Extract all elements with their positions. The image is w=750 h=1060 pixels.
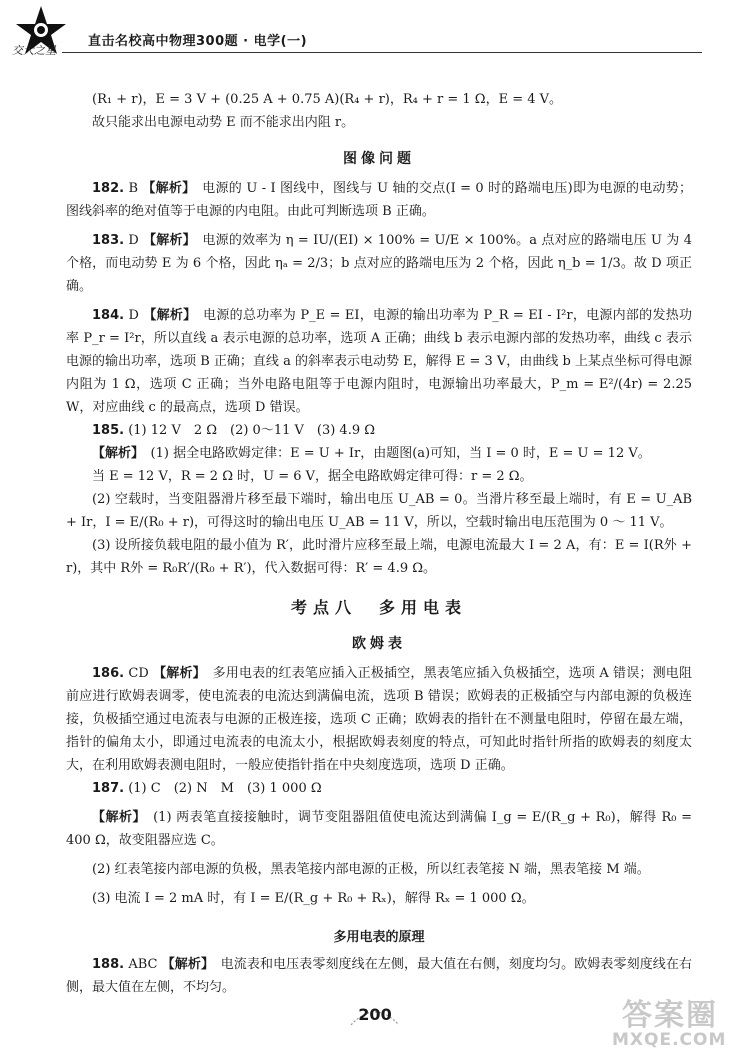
question-answer — [66, 229, 692, 298]
page-number-badge — [345, 995, 405, 1035]
body-paragraph: (3) 电流 I = 2 mA 时，有 I = E/(R_g + R₀ + Rₓ)，解得 Rₓ = 1 000 Ω。 — [92, 891, 535, 906]
section-heading: 欧姆表 — [352, 636, 406, 652]
answer-key: B — [128, 181, 139, 196]
analysis-text: 电流表和电压表零刻度线在左侧，最大值在右侧，刻度均匀。欧姆表零刻度线在右侧，最大值在左侧，不均匀。 — [66, 957, 692, 995]
analysis-tag: 【解析】 — [153, 666, 200, 681]
analysis-tag: 【解析】 — [92, 446, 138, 461]
page-body — [66, 88, 692, 999]
header-rule — [62, 52, 702, 53]
answer-key: CD — [128, 666, 149, 681]
analysis-tag: 【解析】 — [143, 308, 190, 323]
page-header — [0, 0, 750, 58]
logo-text: 交大之星 — [12, 44, 56, 57]
body-paragraph: (R₁ + r)，E = 3 V + (0.25 A + 0.75 A)(R₄ + r)，R₄ + r = 1 Ω，E = 4 V。 — [92, 92, 563, 107]
body-paragraph: 故只能求出电源电动势 E 而不能求出内阻 r。 — [92, 115, 355, 130]
question-answer — [66, 419, 692, 442]
analysis-text: 电源的总功率为 P_E = EI，电源的输出功率为 P_R = EI - I²r，电源内部的发热功率 P_r = I²r，所以直线 a 表示电源的总功率，选项 A 正确；曲线 b 表示电源内部的发热功率，曲线 c 表示电源的输出功率，选项 B 正确；直线 a 的斜率表示电动势 E，解得 E = 3 V，由曲线 b 上某点坐标可得电源内阻为 1 Ω，选项 C 正确；当外电路电阻等于电源内阻时，电源输出功率最大，P_m = E²/(4r) = 2.25 W，对应曲线 c 的最高点，选项 D 错误。 — [66, 308, 692, 415]
analysis-tag: 【解析】 — [142, 181, 189, 196]
analysis-tag: 【解析】 — [92, 810, 140, 825]
question-number: 182. — [92, 181, 125, 196]
question-answer — [66, 662, 692, 777]
question-number: 187. — [92, 781, 125, 796]
question-number: 185. — [92, 423, 125, 438]
analysis-tag: 【解析】 — [143, 233, 190, 248]
analysis-text: (1) 据全电路欧姆定律：E = U + Ir，由题图(a)可知，当 I = 0 时，E = U = 12 V。 — [150, 446, 651, 461]
analysis-paragraph — [66, 442, 692, 465]
analysis-tag: 【解析】 — [161, 957, 208, 972]
body-paragraph: 当 E = 12 V，R = 2 Ω 时，U = 6 V，据全电路欧姆定律可得：r = 2 Ω。 — [92, 469, 533, 484]
answer-key: (1) C (2) N M (3) 1 000 Ω — [128, 781, 322, 796]
answer-key: D — [128, 308, 139, 323]
section-heading: 图像问题 — [343, 151, 415, 167]
chapter-heading: 考点八 多用电表 — [290, 598, 467, 617]
body-paragraph: (2) 红表笔接内部电源的负极，黑表笔接内部电源的正极，所以红表笔接 N 端，黑表笔接 M 端。 — [92, 862, 650, 877]
answer-key: ABC — [128, 957, 158, 972]
question-answer — [66, 177, 692, 223]
body-paragraph: (3) 设所接负载电阻的最小值为 R′，此时滑片应移至最上端，电源电流最大 I = 2 A，有：E = I(R外 + r)，其中 R外 = R₀R′/(R₀ + R′)，代入数据可得：R′ = 4.9 Ω。 — [66, 538, 692, 576]
analysis-text: 电源的 U - I 图线中，图线与 U 轴的交点(I = 0 时的路端电压)即为电源的电动势；图线斜率的绝对值等于电源的内电阻。由此可判断选项 B 正确。 — [66, 181, 692, 219]
body-paragraph: (2) 空载时，当变阻器滑片移至最下端时，输出电压 U_AB = 0。当滑片移至最上端时，有 E = U_AB + Ir，I = E/(R₀ + r)，可得这时的输出电压 U_AB = 11 V，所以，空载时输出电压范围为 0 ～ 11 V。 — [66, 492, 692, 530]
question-answer — [66, 304, 692, 419]
analysis-text: 电源的效率为 η = IU/(EI) × 100% = U/E × 100%。a 点对应的路端电压 U 为 4 个格，而电动势 E 为 6 个格，因此 ηₐ = 2/3；b 点对应的路端电压为 2 个格，因此 η_b = 1/3。故 D 项正确。 — [66, 233, 692, 294]
answer-key: D — [128, 233, 139, 248]
question-answer — [66, 777, 692, 800]
question-number: 188. — [92, 957, 125, 972]
analysis-text: 多用电表的红表笔应插入正极插空，黑表笔应插入负极插空，选项 A 错误；测电阻前应进行欧姆表调零，使电流表的电流达到满偏电流，选项 B 错误；欧姆表的正极插空与内部电源的负极连接，负极插空通过电流表与电源的正极连接，选项 C 正确；欧姆表的指针在不测量电阻时，停留在最左端，指针的偏角太小，即通过电流表的电流太小，根据欧姆表刻度的特点，可知此时指针所指的欧姆表的刻度太大，在利用欧姆表测电阻时，一般应使指针指在中央刻度选项，选项 D 正确。 — [66, 666, 692, 773]
section-heading: 多用电表的原理 — [333, 930, 425, 945]
question-number: 184. — [92, 308, 125, 323]
page-number: 200 — [358, 1005, 392, 1024]
watermark-url: MXQE.COM — [612, 1030, 727, 1050]
analysis-paragraph — [66, 806, 692, 852]
site-watermark — [612, 990, 742, 1056]
question-answer — [66, 953, 692, 999]
question-number: 183. — [92, 233, 125, 248]
running-header-title: 直击名校高中物理300题 · 电学(一) — [88, 34, 308, 49]
watermark-logo-text: 答案圈 — [622, 998, 718, 1033]
answer-key: (1) 12 V 2 Ω (2) 0～11 V (3) 4.9 Ω — [128, 423, 376, 438]
analysis-text: (1) 两表笔直接接触时，调节变阻器阻值使电流达到满偏 I_g = E/(R_g + R₀)，解得 R₀ = 400 Ω，故变阻器应选 C。 — [66, 810, 692, 848]
question-number: 186. — [92, 666, 125, 681]
